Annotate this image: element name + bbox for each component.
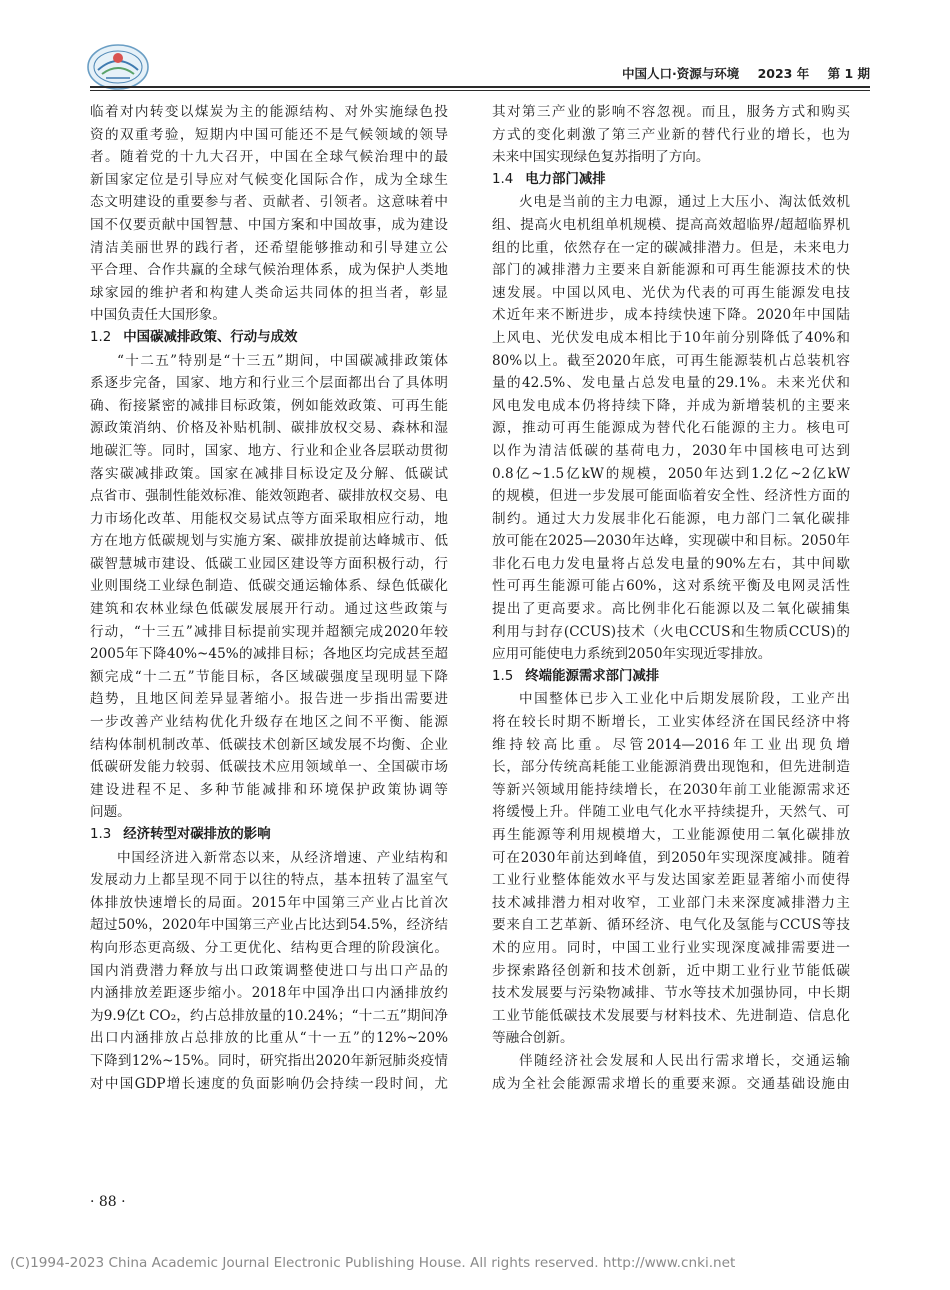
text-line: 问题。 [90, 804, 131, 821]
text-line: 步探索路径创新和技术创新，近中期工业行业节能低碳 [492, 962, 850, 979]
text-line: 国内消费潜力释放与出口政策调整使进口与出口产品的 [90, 962, 448, 979]
text-line: 速发展。中国以风电、光伏为代表的可再生能源发电技 [492, 284, 850, 301]
text-line: 确、衔接紧密的减排目标政策，例如能效政策、可再生能 [90, 397, 448, 414]
text-line: 等新兴领域用能持续增长，在2030年前工业能源需求还 [492, 781, 850, 798]
text-line: 部门的减排潜力主要来自新能源和可再生能源技术的快 [492, 262, 850, 279]
text-line: 可在2030年前达到峰值，到2050年实现深度减排。随着 [492, 849, 850, 866]
text-line: 中国负责任大国形象。 [90, 307, 226, 324]
text-line: 地碳汇等。同时，国家、地方、行业和企业各层联动贯彻 [90, 442, 448, 459]
text-line: 2005年下降40%~45%的减排目标；各地区均完成甚至超 [90, 646, 448, 663]
text-line: 为9.9亿t CO₂，约占总排放量的10.24%；“十二五”期间净 [90, 1007, 448, 1024]
section-heading [90, 327, 448, 350]
text-line: 业则围绕工业绿色制造、低碳交通运输体系、绿色低碳化 [90, 578, 448, 595]
text-line: 碳智慧城市建设、低碳工业园区建设等方面积极行动，行 [90, 555, 448, 572]
text-line: 平合理、合作共赢的全球气候治理体系，成为保护人类地 [90, 262, 448, 279]
text-line: 建设进程不足、多种节能减排和环境保护政策协调等 [90, 781, 448, 798]
text-line: 清洁美丽世界的践行者，还希望能够推动和引导建立公 [90, 239, 448, 256]
text-line: 方在地方低碳规划与实施方案、碳排放提前达峰城市、低 [90, 533, 448, 550]
text-line: 技术发展要与污染物减排、节水等技术加强协同，中长期 [492, 985, 850, 1002]
text-line: 低碳研发能力较弱、低碳技术应用领域单一、全国碳市场 [90, 759, 448, 776]
text-line: 源政策消纳、价格及补贴机制、碳排放权交易、森林和湿 [90, 420, 448, 437]
text-line: 结构体制机制改革、低碳技术创新区域发展不均衡、企业 [90, 736, 448, 753]
text-line: 量的42.5%、发电量占总发电量的29.1%。未来光伏和 [492, 375, 850, 392]
running-head [608, 64, 870, 82]
section-title: 终端能源需求部门减排 [525, 668, 660, 684]
text-line: 性可再生能源可能占60%，这对系统平衡及电网灵活性 [492, 578, 850, 595]
text-line: “十二五”特别是“十三五”期间，中国碳减排政策体 [117, 352, 448, 369]
text-line: 下降到12%~15%。同时，研究指出2020年新冠肺炎疫情 [90, 1052, 448, 1069]
section-number: 1.2 [90, 329, 112, 345]
text-line: 工业节能低碳技术发展要与材料技术、先进制造、信息化 [492, 1007, 850, 1024]
text-line: 临着对内转变以煤炭为主的能源结构、对外实施绿色投 [90, 104, 448, 120]
section-title: 电力部门减排 [525, 171, 606, 187]
text-line: 出口内涵排放占总排放的比重从“十一五”的12%~20% [90, 1030, 448, 1047]
text-line: 再生能源等利用规模增大，工业能源使用二氧化碳排放 [492, 827, 850, 843]
text-line: 内涵排放差距逐步缩小。2018年中国净出口内涵排放约 [90, 985, 448, 1002]
copyright-footer: (C)1994-2023 China Academic Journal Electronic Publishing House. All rights reserved. http://www.cnki.net [10, 1255, 736, 1271]
text-line: 风电发电成本仍将持续下降，并成为新增装机的主要来 [492, 397, 850, 414]
text-line: 方式的变化刺激了第三产业新的替代行业的增长，也为 [492, 126, 850, 143]
journal-name: 中国人口·资源与环境 [621, 66, 740, 81]
text-line: 建筑和农林业绿色低碳发展展开行动。通过这些政策与 [90, 601, 448, 618]
text-line: 态文明建设的重要参与者、贡献者、引领者。这意味着中 [90, 194, 448, 211]
text-line: 额完成“十二五”节能目标，各区域碳强度呈现明显下降 [90, 668, 448, 685]
page-number: · 88 · [90, 1194, 126, 1210]
text-line: 应用可能使电力系统到2050年实现近零排放。 [492, 646, 772, 663]
header-rule-thin [90, 90, 870, 91]
text-line: 国不仅要贡献中国智慧、中国方案和中国故事，成为建设 [90, 216, 448, 233]
text-line: 者。随着党的十九大召开，中国在全球气候治理中的最 [90, 149, 448, 166]
section-number: 1.4 [492, 171, 514, 187]
text-line: 中国整体已步入工业化中后期发展阶段，工业产出 [519, 691, 850, 708]
section-heading [90, 824, 448, 847]
text-line: 工业行业整体能效水平与发达国家差距显著缩小而使得 [492, 872, 850, 889]
text-line: 组的比重，依然存在一定的碳减排潜力。但是，未来电力 [492, 239, 850, 256]
text-line: 以作为清洁低碳的基荷电力，2030年中国核电可达到 [492, 442, 850, 459]
text-line: 维持较高比重。尽管2014—2016年工业出现负增 [492, 736, 850, 753]
text-line: 组、提高火电机组单机规模、提高高效超临界/超超临界机 [492, 216, 850, 233]
text-line: 点省市、强制性能效标准、能效领跑者、碳排放权交易、电 [90, 488, 448, 505]
text-line: 超过50%，2020年中国第三产业占比达到54.5%，经济结 [90, 917, 448, 934]
section-number: 1.3 [90, 827, 112, 842]
section-heading [492, 169, 850, 192]
text-line: 资的双重考验，短期内中国可能还不是气候领域的领导 [90, 126, 448, 143]
text-line: 0.8亿~1.5亿kW的规模，2050年达到1.2亿~2亿kW [492, 465, 850, 482]
text-line: 未来中国实现绿色复苏指明了方向。 [492, 149, 710, 166]
text-line: 发展动力上都呈现不同于以往的特点，基本扭转了温室气 [90, 872, 448, 889]
text-line: 球家园的维护者和构建人类命运共同体的担当者，彰显 [90, 284, 448, 301]
left-column [90, 101, 448, 1095]
right-column [492, 101, 850, 1095]
text-line: 中国经济进入新常态以来，从经济增速、产业结构和 [117, 849, 448, 866]
section-number: 1.5 [492, 668, 514, 684]
text-line: 的规模，但进一步发展可能面临着安全性、经济性方面的 [492, 488, 850, 505]
text-line: 80%以上。截至2020年底，可再生能源装机占总装机容 [492, 352, 850, 369]
text-line: 源，推动可再生能源成为替代化石能源的主力。核电可 [492, 420, 850, 437]
text-line: 力市场化改革、用能权交易试点等方面采取相应行动，地 [90, 510, 448, 527]
text-line: 伴随经济社会发展和人民出行需求增长，交通运输 [519, 1052, 850, 1069]
text-line: 落实碳减排政策。国家在减排目标设定及分解、低碳试 [90, 465, 448, 482]
text-line: 等融合创新。 [492, 1030, 574, 1047]
journal-year: 2023 年 [757, 66, 810, 81]
text-line: 构向形态更高级、分工更优化、结构更合理的阶段演化。 [90, 939, 448, 956]
text-line: 放可能在2025—2030年达峰，实现碳中和目标。2050年 [492, 533, 850, 550]
section-heading [492, 666, 850, 689]
text-line: 行动，“十三五”减排目标提前实现并超额完成2020年较 [90, 623, 448, 640]
text-line: 趋势，且地区间差异显著缩小。报告进一步指出需要进 [90, 691, 448, 708]
text-line: 体排放快速增长的局面。2015年中国第三产业占比首次 [90, 894, 448, 911]
text-line: 上风电、光伏发电成本相比于10年前分别降低了40%和 [492, 329, 850, 346]
section-title: 中国碳减排政策、行动与成效 [123, 329, 298, 345]
text-line: 将缓慢上升。伴随工业电气化水平持续提升，天然气、可 [492, 804, 850, 821]
text-line: 术的应用。同时，中国工业行业实现深度减排需要进一 [492, 939, 850, 956]
text-line: 系逐步完备，国家、地方和行业三个层面都出台了具体明 [90, 375, 448, 392]
header-rule [90, 86, 870, 88]
journal-logo-icon [86, 40, 150, 92]
text-line: 其对第三产业的影响不容忽视。而且，服务方式和购买 [492, 104, 850, 120]
text-line: 将在较长时期不断增长，工业实体经济在国民经济中将 [492, 714, 850, 731]
text-line: 制约。通过大力发展非化石能源，电力部门二氧化碳排 [492, 510, 850, 527]
text-line: 提出了更高要求。高比例非化石能源以及二氧化碳捕集 [492, 601, 850, 618]
text-line: 对中国GDP增长速度的负面影响仍会持续一段时间，尤 [90, 1075, 448, 1092]
text-line: 技术减排潜力相对收窄，工业部门未来深度减排潜力主 [492, 894, 850, 911]
text-line: 非化石电力发电量将占总发电量的90%左右，其中间歇 [492, 555, 850, 572]
text-line: 成为全社会能源需求增长的重要来源。交通基础设施由 [492, 1075, 850, 1092]
text-line: 要来自工艺革新、循环经济、电气化及氢能与CCUS等技 [492, 917, 850, 934]
section-title: 经济转型对碳排放的影响 [123, 827, 271, 842]
text-line: 长，部分传统高耗能工业能源消费出现饱和，但先进制造 [492, 759, 850, 776]
text-line: 利用与封存(CCUS)技术（火电CCUS和生物质CCUS)的 [492, 623, 850, 640]
text-line: 新国家定位是引导应对气候变化国际合作，成为全球生 [90, 171, 448, 188]
text-line: 一步改善产业结构优化升级存在地区之间不平衡、能源 [90, 714, 448, 731]
journal-issue: 第 1 期 [827, 66, 870, 81]
text-line: 火电是当前的主力电源，通过上大压小、淘汰低效机 [519, 194, 850, 211]
text-line: 术近年来不断进步，成本持续快速下降。2020年中国陆 [492, 307, 850, 324]
